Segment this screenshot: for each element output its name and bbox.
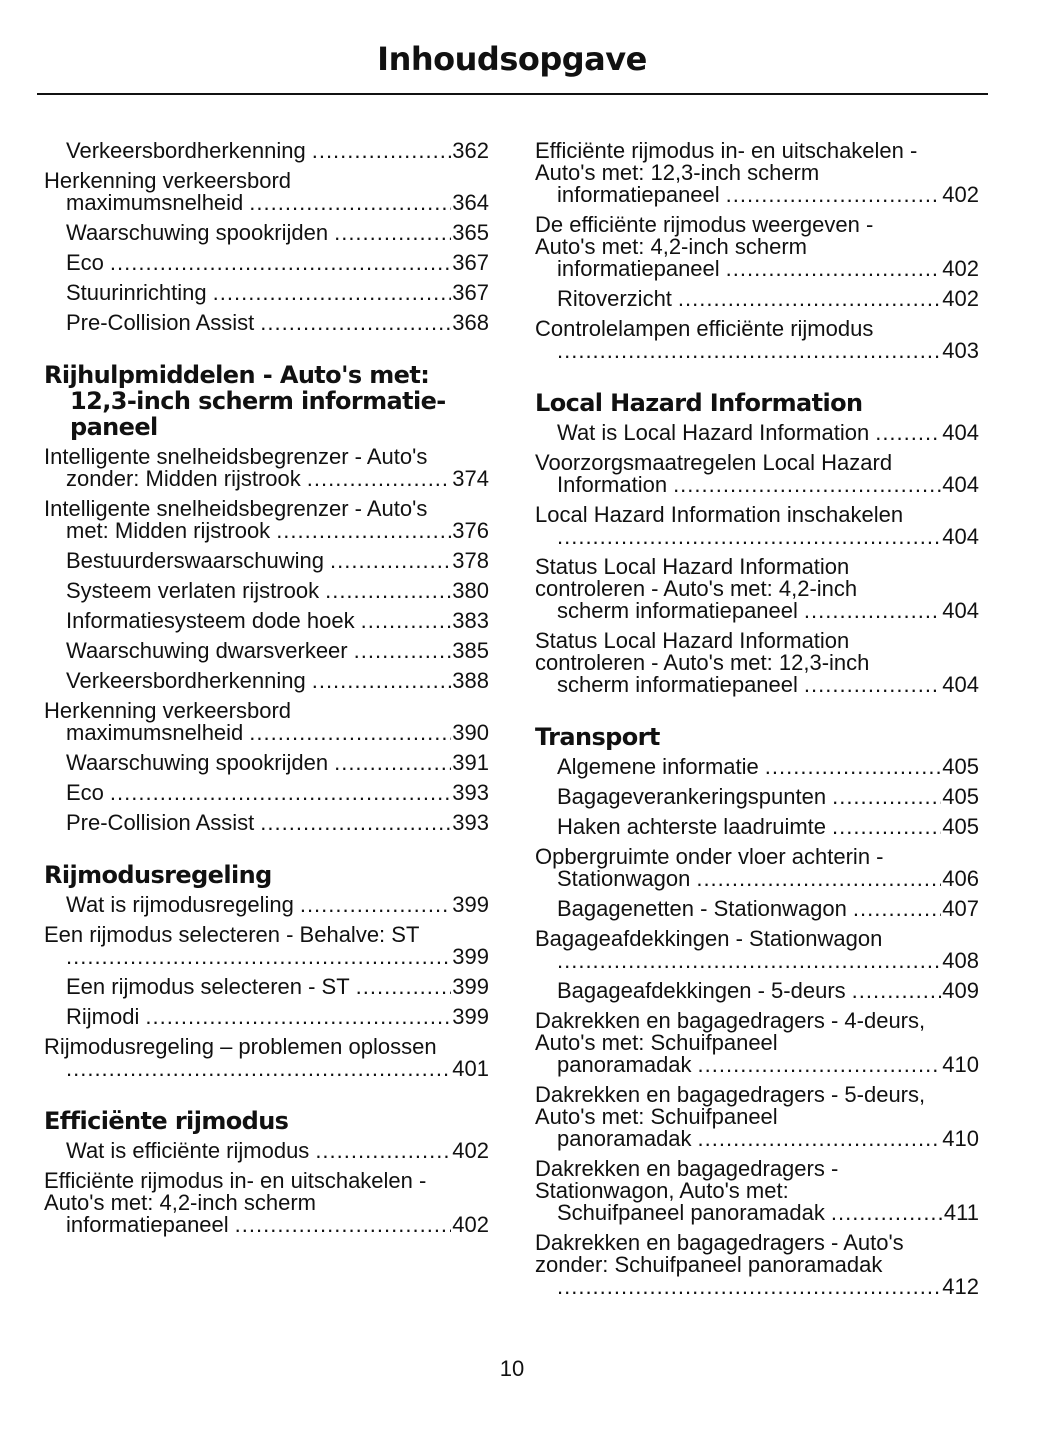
dot-leader xyxy=(235,1214,452,1236)
toc-page-number: 404 xyxy=(942,420,979,445)
toc-page-number: 406 xyxy=(942,866,979,891)
toc-entry[interactable] xyxy=(44,446,489,490)
toc-entry-text: maximumsnelheid xyxy=(66,190,244,215)
toc-entry-tail xyxy=(66,782,489,804)
toc-entry[interactable] xyxy=(535,980,979,1002)
toc-page-number: 405 xyxy=(942,784,979,809)
toc-entry[interactable] xyxy=(44,700,489,744)
toc-entry-text: Waarschuwing spookrijden xyxy=(66,750,329,775)
toc-entry[interactable] xyxy=(535,452,979,496)
toc-entry[interactable] xyxy=(535,318,979,362)
dot-leader xyxy=(726,258,942,280)
toc-entry[interactable] xyxy=(44,640,489,662)
toc-section xyxy=(44,140,489,334)
toc-entry-tail xyxy=(66,282,489,304)
toc-entry-text: Dakrekken en bagagedragers - Auto's xyxy=(535,1230,904,1255)
toc-page-number: 399 xyxy=(452,974,489,999)
toc-entry-text: Wat is efficiënte rijmodus xyxy=(66,1138,310,1163)
dot-leader xyxy=(804,600,941,622)
toc-page-number: 391 xyxy=(452,750,489,775)
toc-entry-tail xyxy=(557,868,979,890)
toc-section xyxy=(535,140,979,362)
toc-page-number: 365 xyxy=(452,220,489,245)
dot-leader xyxy=(66,946,451,968)
dot-leader xyxy=(300,894,451,916)
toc-entry-text: Stationwagon xyxy=(557,866,691,891)
dot-leader xyxy=(361,610,452,632)
toc-page-number: 402 xyxy=(942,182,979,207)
dot-leader xyxy=(804,674,941,696)
toc-page-number: 383 xyxy=(452,608,489,633)
toc-entry-text: Intelligente snelheidsbegrenzer - Auto's xyxy=(44,496,428,521)
toc-page-number: 367 xyxy=(452,250,489,275)
dot-leader xyxy=(696,868,941,890)
toc-entry-text: Auto's met: 4,2-inch scherm xyxy=(44,1190,316,1215)
toc-entry-tail xyxy=(557,258,979,280)
toc-entry-text: Dakrekken en bagagedragers - 4-deurs, xyxy=(535,1008,926,1033)
dot-leader xyxy=(312,140,452,162)
toc-page-number: 376 xyxy=(452,518,489,543)
toc-entry[interactable] xyxy=(44,1036,489,1080)
toc-entry-text: Stationwagon, Auto's met: xyxy=(535,1178,789,1203)
toc-entry[interactable] xyxy=(44,222,489,244)
toc-entry[interactable] xyxy=(44,924,489,968)
toc-entry-tail xyxy=(557,1128,979,1150)
toc-entry-tail xyxy=(557,340,979,362)
toc-entry-tail xyxy=(557,600,979,622)
dot-leader xyxy=(831,1202,943,1224)
dot-leader xyxy=(249,192,451,214)
toc-entry-text: Auto's met: 4,2-inch scherm xyxy=(535,234,807,259)
toc-entry-tail xyxy=(557,674,979,696)
title-divider xyxy=(37,93,988,95)
toc-entry[interactable] xyxy=(535,846,979,890)
dot-leader xyxy=(315,1140,451,1162)
toc-entry[interactable] xyxy=(44,1170,489,1236)
toc-entry-tail xyxy=(557,184,979,206)
toc-entry[interactable] xyxy=(535,140,979,206)
toc-entry-text: Eco xyxy=(66,250,104,275)
toc-page-number: 410 xyxy=(942,1126,979,1151)
toc-entry-tail xyxy=(66,140,489,162)
section-heading: Rijmodusregeling xyxy=(44,861,272,889)
toc-page-number: 404 xyxy=(942,598,979,623)
toc-entry-tail xyxy=(66,1006,489,1028)
toc-entry[interactable] xyxy=(535,756,979,778)
dot-leader xyxy=(673,474,941,496)
toc-entry[interactable] xyxy=(535,1232,979,1298)
toc-entry[interactable] xyxy=(44,782,489,804)
toc-page-number: 393 xyxy=(452,810,489,835)
toc-entry-text: controleren - Auto's met: 12,3-inch xyxy=(535,650,870,675)
toc-page-number: 390 xyxy=(452,720,489,745)
toc-entry-text: Status Local Hazard Information xyxy=(535,554,850,579)
dot-leader xyxy=(325,580,451,602)
toc-entry-text: panoramadak xyxy=(557,1126,692,1151)
toc-entry[interactable] xyxy=(44,580,489,602)
toc-entry-text: Wat is rijmodusregeling xyxy=(66,892,294,917)
toc-entry-tail xyxy=(557,288,979,310)
toc-entry-text: zonder: Midden rijstrook xyxy=(66,466,301,491)
dot-leader xyxy=(832,816,941,838)
toc-entry-tail xyxy=(66,640,489,662)
toc-entry-text: Bestuurderswaarschuwing xyxy=(66,548,325,573)
toc-entry-text: Opbergruimte onder vloer achterin - xyxy=(535,844,884,869)
toc-entry[interactable] xyxy=(44,170,489,214)
toc-entry-tail xyxy=(66,894,489,916)
toc-page-number: 364 xyxy=(452,190,489,215)
dot-leader xyxy=(334,752,451,774)
toc-page-number: 401 xyxy=(452,1056,489,1081)
toc-entry[interactable] xyxy=(44,312,489,334)
dot-leader xyxy=(557,526,941,548)
dot-leader xyxy=(312,670,452,692)
toc-entry-text: Auto's met: 12,3-inch scherm xyxy=(535,160,820,185)
toc-entry-text: Auto's met: Schuifpaneel xyxy=(535,1104,778,1129)
section-heading: Transport xyxy=(535,723,660,751)
toc-entry-text: De efficiënte rijmodus weergeven - xyxy=(535,212,874,237)
toc-page-number: 407 xyxy=(942,896,979,921)
toc-entry-text: scherm informatiepaneel xyxy=(557,672,798,697)
toc-page-number: 410 xyxy=(942,1052,979,1077)
dot-leader xyxy=(557,1276,941,1298)
toc-entry[interactable] xyxy=(44,670,489,692)
toc-page-number: 404 xyxy=(942,672,979,697)
toc-entry-tail xyxy=(66,752,489,774)
toc-page-number: 378 xyxy=(452,548,489,573)
toc-entry-text: Informatiesysteem dode hoek xyxy=(66,608,355,633)
toc-entry-text: informatiepaneel xyxy=(66,1212,229,1237)
toc-entry-text: Pre-Collision Assist xyxy=(66,310,255,335)
toc-page-number: 404 xyxy=(942,472,979,497)
dot-leader xyxy=(356,976,452,998)
toc-entry-text: Bagageverankeringspunten xyxy=(557,784,827,809)
toc-entry[interactable] xyxy=(44,282,489,304)
toc-entry-tail xyxy=(66,670,489,692)
toc-entry-tail xyxy=(66,946,489,968)
dot-leader xyxy=(276,520,451,542)
toc-section xyxy=(535,724,979,1298)
toc-entry[interactable] xyxy=(44,1140,489,1162)
toc-entry-text: Dakrekken en bagagedragers - xyxy=(535,1156,839,1181)
toc-entry-tail xyxy=(66,976,489,998)
toc-page-number: 362 xyxy=(452,138,489,163)
page-number: 10 xyxy=(499,1356,525,1381)
toc-entry-text: Een rijmodus selecteren - Behalve: ST xyxy=(44,922,420,947)
toc-page-number: 412 xyxy=(942,1274,979,1299)
toc-entry-tail xyxy=(66,312,489,334)
dot-leader xyxy=(698,1128,942,1150)
toc-entry[interactable] xyxy=(44,140,489,162)
toc-entry-tail xyxy=(557,1276,979,1298)
toc-entry-text: Eco xyxy=(66,780,104,805)
dot-leader xyxy=(832,786,941,808)
toc-entry-text: informatiepaneel xyxy=(557,182,720,207)
toc-entry-text: Waarschuwing spookrijden xyxy=(66,220,329,245)
toc-entry-text: Dakrekken en bagagedragers - 5-deurs, xyxy=(535,1082,926,1107)
dot-leader xyxy=(260,812,451,834)
dot-leader xyxy=(330,550,451,572)
dot-leader xyxy=(678,288,941,310)
toc-entry-text: Bagagenetten - Stationwagon xyxy=(557,896,847,921)
toc-entry[interactable] xyxy=(535,630,979,696)
toc-entry-text: Herkenning verkeersbord xyxy=(44,168,292,193)
toc-entry[interactable] xyxy=(535,1010,979,1076)
toc-entry[interactable] xyxy=(535,288,979,310)
toc-entry-text: Efficiënte rijmodus in- en uitschakelen - xyxy=(44,1168,427,1193)
toc-entry-tail xyxy=(66,610,489,632)
toc-entry-text: Voorzorgsmaatregelen Local Hazard xyxy=(535,450,893,475)
toc-page-number: 388 xyxy=(452,668,489,693)
dot-leader xyxy=(557,340,941,362)
section-heading: Efficiënte rijmodus xyxy=(44,1107,289,1135)
toc-entry[interactable] xyxy=(44,610,489,632)
toc-entry-text: Ritoverzicht xyxy=(557,286,672,311)
toc-entry-text: Auto's met: Schuifpaneel xyxy=(535,1030,778,1055)
toc-section xyxy=(535,390,979,696)
toc-entry-text: scherm informatiepaneel xyxy=(557,598,798,623)
toc-page-number: 399 xyxy=(452,892,489,917)
toc-entry-tail xyxy=(66,222,489,244)
toc-entry-tail xyxy=(557,898,979,920)
toc-entry-tail xyxy=(66,580,489,602)
toc-entry-tail xyxy=(557,786,979,808)
toc-entry[interactable] xyxy=(44,498,489,542)
toc-entry-tail xyxy=(557,526,979,548)
toc-entry-text: controleren - Auto's met: 4,2-inch xyxy=(535,576,858,601)
toc-entry-text: maximumsnelheid xyxy=(66,720,244,745)
toc-entry-tail xyxy=(66,1058,489,1080)
section-heading: Rijhulpmiddelen - Auto's met: 12,3-inch scherm informatie-paneel xyxy=(44,361,446,441)
toc-entry-text: zonder: Schuifpaneel panoramadak xyxy=(535,1252,883,1277)
toc-page-number: 380 xyxy=(452,578,489,603)
toc-entry-text: Schuifpaneel panoramadak xyxy=(557,1200,825,1225)
left-column xyxy=(44,140,489,1264)
toc-entry-tail xyxy=(66,812,489,834)
toc-page-number: 385 xyxy=(452,638,489,663)
toc-entry-text: Bagageafdekkingen - Stationwagon xyxy=(535,926,883,951)
dot-leader xyxy=(765,756,942,778)
toc-page-number: 409 xyxy=(942,978,979,1003)
toc-page-number: 393 xyxy=(452,780,489,805)
toc-entry-tail xyxy=(557,756,979,778)
dot-leader xyxy=(110,252,451,274)
toc-entry-tail xyxy=(66,1140,489,1162)
toc-page-number: 402 xyxy=(942,256,979,281)
toc-entry-tail xyxy=(557,1054,979,1076)
toc-section xyxy=(44,1108,489,1236)
toc-section xyxy=(44,862,489,1080)
toc-entry-text: Rijmodusregeling – problemen oplossen xyxy=(44,1034,437,1059)
toc-page-number: 405 xyxy=(942,754,979,779)
toc-entry[interactable] xyxy=(44,550,489,572)
dot-leader xyxy=(260,312,451,334)
toc-entry[interactable] xyxy=(44,976,489,998)
toc-page-number: 367 xyxy=(452,280,489,305)
dot-leader xyxy=(145,1006,451,1028)
toc-entry-text: Intelligente snelheidsbegrenzer - Auto's xyxy=(44,444,428,469)
toc-page-number: 368 xyxy=(452,310,489,335)
toc-entry-tail xyxy=(557,950,979,972)
dot-leader xyxy=(726,184,942,206)
toc-entry[interactable] xyxy=(44,812,489,834)
toc-page-number: 411 xyxy=(943,1200,979,1225)
toc-entry-text: Verkeersbordherkenning xyxy=(66,138,306,163)
toc-entry-text: Een rijmodus selecteren - ST xyxy=(66,974,350,999)
toc-entry[interactable] xyxy=(535,214,979,280)
toc-entry-tail xyxy=(557,474,979,496)
toc-entry-tail xyxy=(66,468,489,490)
toc-entry[interactable] xyxy=(535,816,979,838)
dot-leader xyxy=(213,282,452,304)
toc-entry-tail xyxy=(66,1214,489,1236)
toc-entry-tail xyxy=(66,550,489,572)
toc-page-number: 402 xyxy=(452,1212,489,1237)
toc-entry-tail xyxy=(66,520,489,542)
toc-entry[interactable] xyxy=(44,752,489,774)
toc-entry-text: panoramadak xyxy=(557,1052,692,1077)
dot-leader xyxy=(852,980,942,1002)
toc-entry[interactable] xyxy=(44,1006,489,1028)
toc-entry-text: Efficiënte rijmodus in- en uitschakelen - xyxy=(535,138,918,163)
dot-leader xyxy=(110,782,451,804)
toc-entry[interactable] xyxy=(535,898,979,920)
toc-page-number: 374 xyxy=(452,466,489,491)
toc-entry[interactable] xyxy=(44,894,489,916)
toc-entry-text: Pre-Collision Assist xyxy=(66,810,255,835)
toc-entry-tail xyxy=(66,722,489,744)
toc-entry-text: Verkeersbordherkenning xyxy=(66,668,306,693)
toc-entry-tail xyxy=(66,252,489,274)
dot-leader xyxy=(853,898,941,920)
toc-page-number: 399 xyxy=(452,944,489,969)
toc-page-number: 403 xyxy=(942,338,979,363)
toc-entry[interactable] xyxy=(535,928,979,972)
toc-page-number: 405 xyxy=(942,814,979,839)
toc-entry-text: Stuurinrichting xyxy=(66,280,207,305)
dot-leader xyxy=(249,722,451,744)
toc-entry-tail xyxy=(557,422,979,444)
toc-page-number: 404 xyxy=(942,524,979,549)
toc-entry[interactable] xyxy=(535,786,979,808)
toc-entry-text: Controlelampen efficiënte rijmodus xyxy=(535,316,874,341)
toc-entry[interactable] xyxy=(535,504,979,548)
toc-entry-text: Rijmodi xyxy=(66,1004,140,1029)
toc-entry[interactable] xyxy=(535,1158,979,1224)
toc-entry-text: Wat is Local Hazard Information xyxy=(557,420,870,445)
toc-entry-text: Algemene informatie xyxy=(557,754,759,779)
toc-entry[interactable] xyxy=(535,556,979,622)
dot-leader xyxy=(875,422,941,444)
toc-entry[interactable] xyxy=(44,252,489,274)
toc-entry-text: Herkenning verkeersbord xyxy=(44,698,292,723)
toc-entry-tail xyxy=(66,192,489,214)
toc-entry-tail xyxy=(557,980,979,1002)
page-title: Inhoudsopgave xyxy=(377,40,647,78)
toc-entry-text: met: Midden rijstrook xyxy=(66,518,271,543)
toc-entry-text: Haken achterste laadruimte xyxy=(557,814,827,839)
toc-entry-text: Local Hazard Information inschakelen xyxy=(535,502,904,527)
toc-entry-text: Bagageafdekkingen - 5-deurs xyxy=(557,978,846,1003)
dot-leader xyxy=(557,950,941,972)
toc-entry-text: Waarschuwing dwarsverkeer xyxy=(66,638,348,663)
dot-leader xyxy=(307,468,452,490)
section-heading: Local Hazard Information xyxy=(535,389,863,417)
dot-leader xyxy=(698,1054,942,1076)
toc-entry-text: Information xyxy=(557,472,668,497)
toc-entry-text: Systeem verlaten rijstrook xyxy=(66,578,320,603)
toc-section xyxy=(44,362,489,834)
dot-leader xyxy=(354,640,452,662)
toc-entry-text: informatiepaneel xyxy=(557,256,720,281)
toc-entry[interactable] xyxy=(535,1084,979,1150)
toc-page-number: 402 xyxy=(452,1138,489,1163)
toc-entry-tail xyxy=(557,1202,979,1224)
right-column xyxy=(535,140,979,1326)
toc-page-number: 408 xyxy=(942,948,979,973)
toc-entry[interactable] xyxy=(535,422,979,444)
toc-page-number: 402 xyxy=(942,286,979,311)
toc-entry-tail xyxy=(557,816,979,838)
dot-leader xyxy=(66,1058,451,1080)
dot-leader xyxy=(334,222,451,244)
toc-entry-text: Status Local Hazard Information xyxy=(535,628,850,653)
toc-page-number: 399 xyxy=(452,1004,489,1029)
